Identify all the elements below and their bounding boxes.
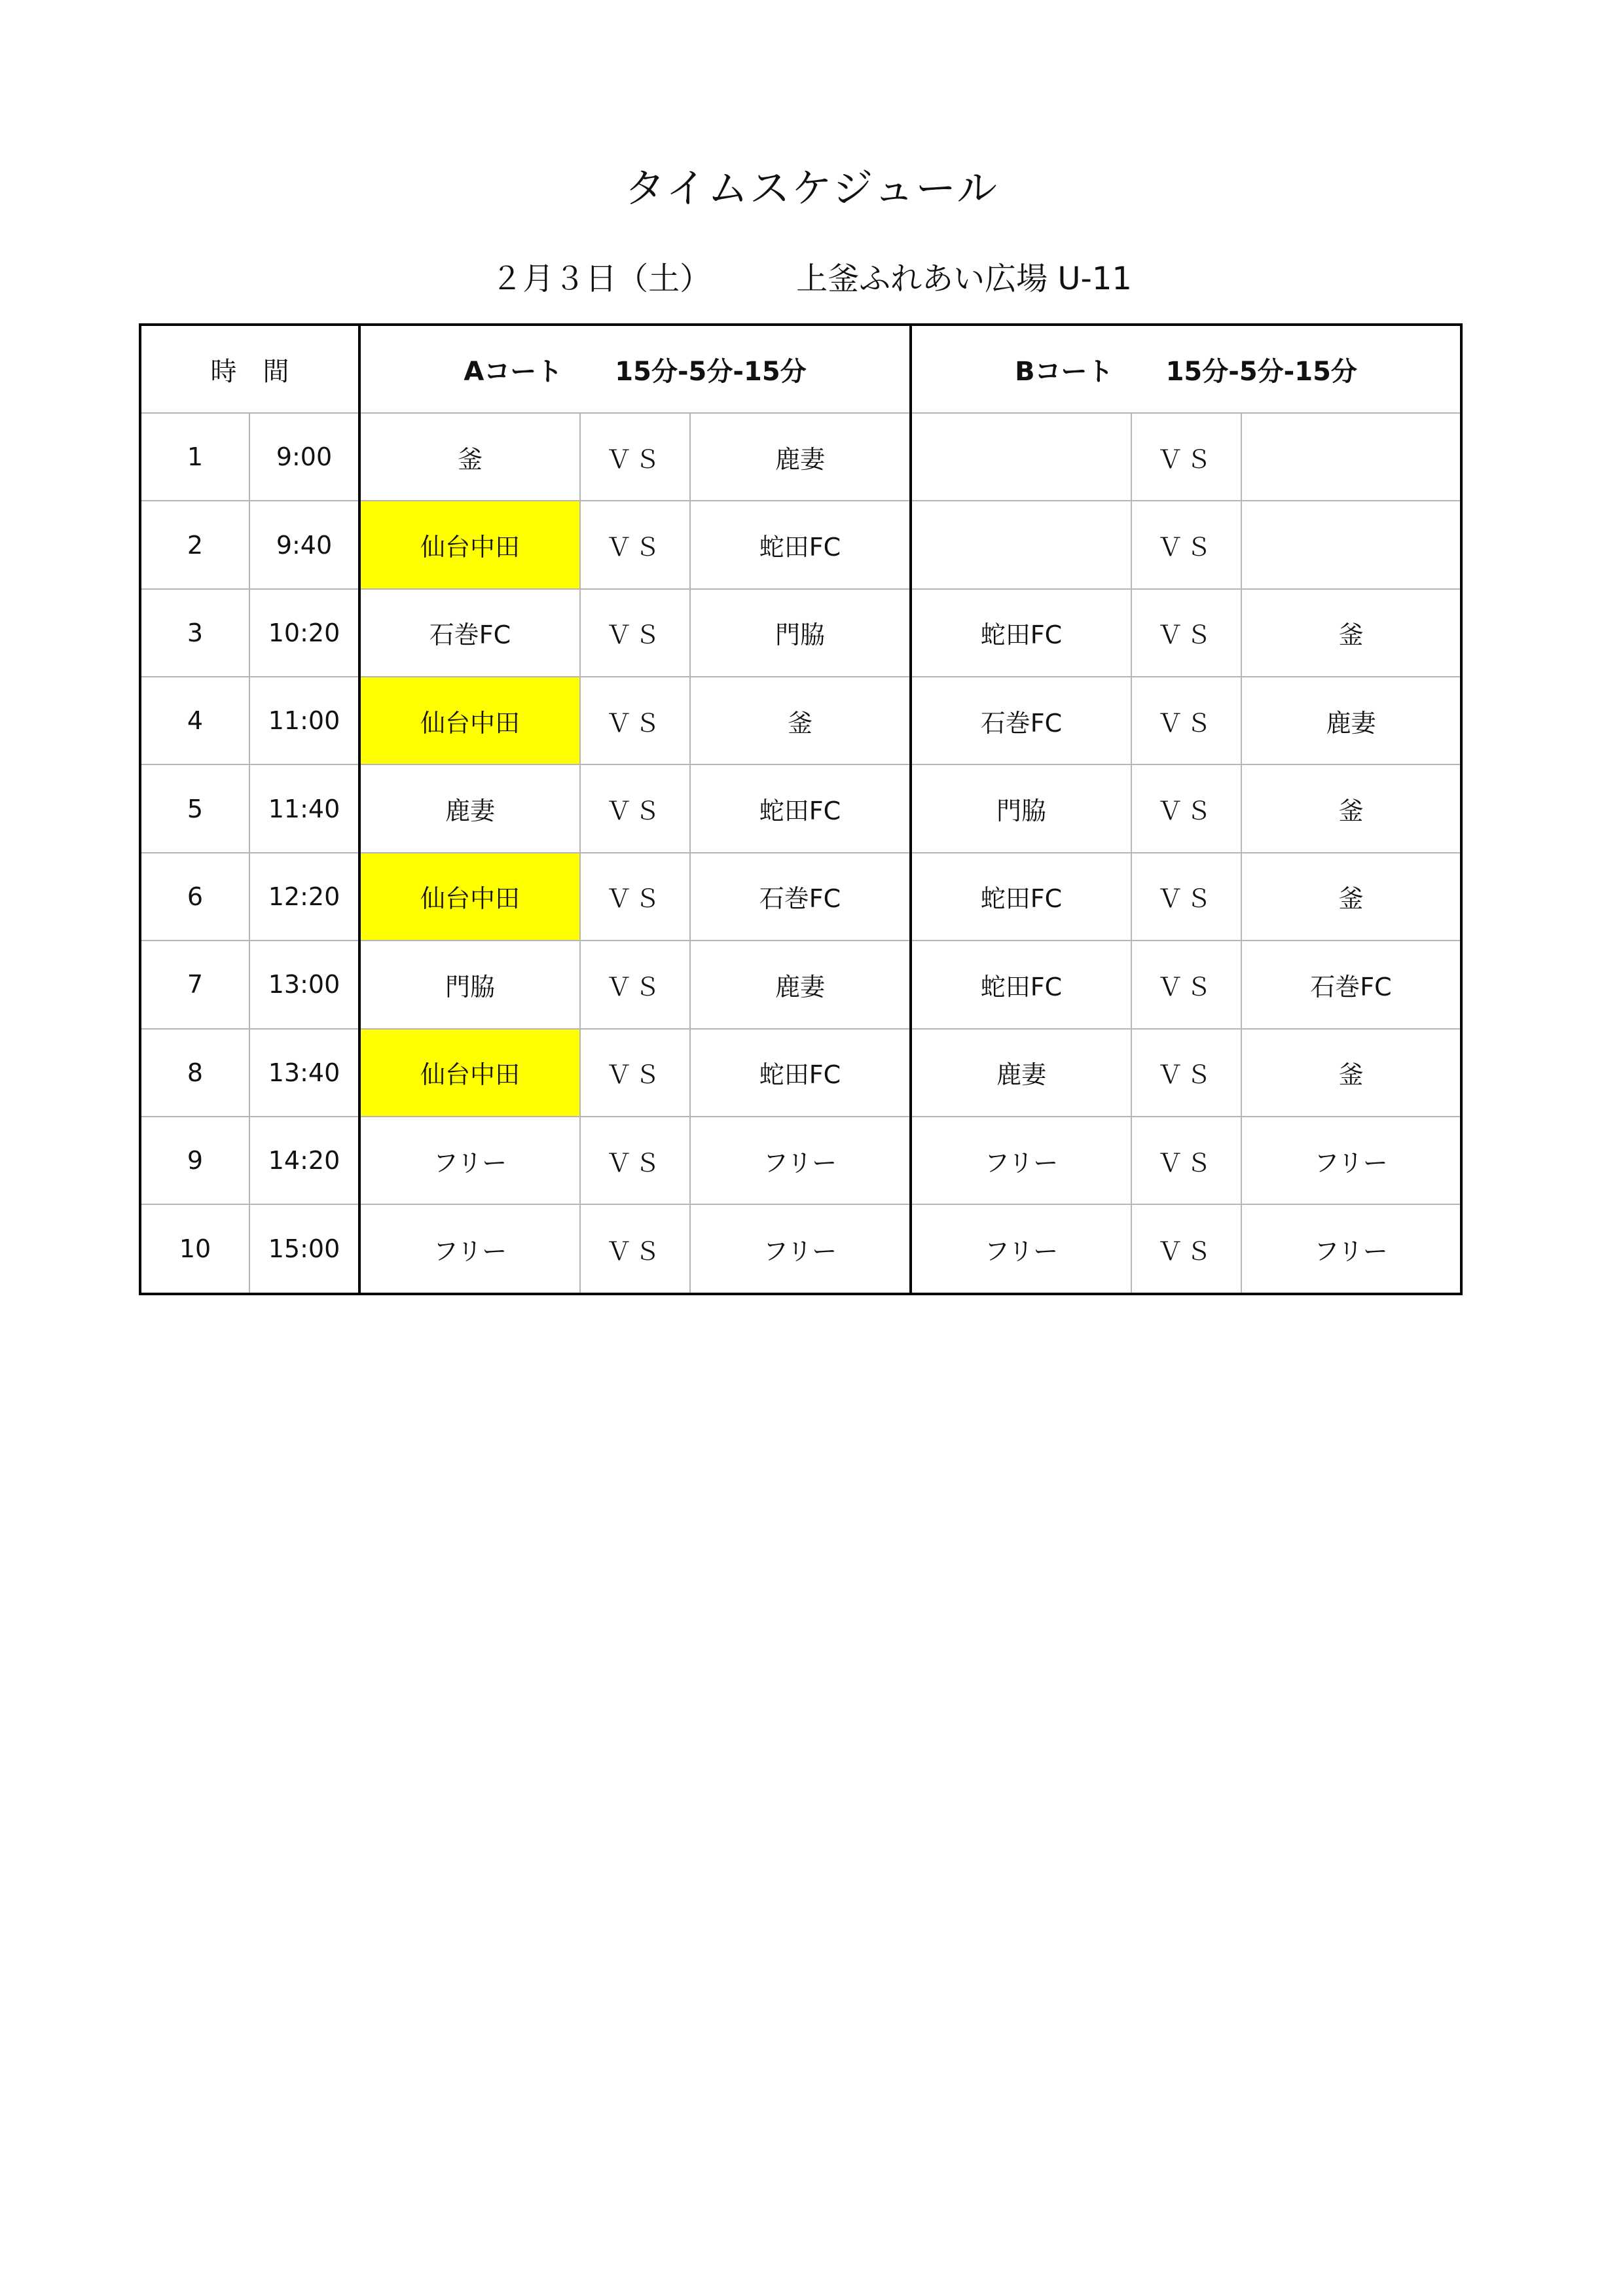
court-b-header bbox=[911, 325, 1461, 413]
table-row bbox=[140, 677, 1461, 764]
match-time-cell: 13:40 bbox=[249, 1029, 359, 1117]
table-row bbox=[140, 501, 1461, 588]
event-date: ２月３日（土） bbox=[491, 260, 712, 297]
court-a-home-team-cell: 仙台中田 bbox=[359, 501, 580, 588]
court-b-vs-cell: ＶＳ bbox=[1131, 853, 1241, 941]
court-b-home-team-cell: 蛇田FC bbox=[911, 853, 1131, 941]
match-time-cell: 13:00 bbox=[249, 941, 359, 1028]
match-time-cell: 14:20 bbox=[249, 1117, 359, 1204]
court-b-away-team-cell: 釜 bbox=[1241, 589, 1461, 677]
match-time-cell: 9:40 bbox=[249, 501, 359, 588]
court-a-away-team-cell: 鹿妻 bbox=[690, 413, 911, 501]
court-b-vs-cell: ＶＳ bbox=[1131, 1204, 1241, 1294]
court-b-away-team-cell: 釜 bbox=[1241, 764, 1461, 852]
court-a-format: 15分-5分-15分 bbox=[615, 356, 807, 387]
court-a-away-team-cell: 鹿妻 bbox=[690, 941, 911, 1028]
match-time-cell: 12:20 bbox=[249, 853, 359, 941]
court-a-home-team-cell: 釜 bbox=[359, 413, 580, 501]
court-a-away-team-cell: 石巻FC bbox=[690, 853, 911, 941]
match-time-cell: 9:00 bbox=[249, 413, 359, 501]
page-title: タイムスケジュール bbox=[624, 164, 999, 212]
court-a-away-team-cell: フリー bbox=[690, 1117, 911, 1204]
court-b-away-team-cell: フリー bbox=[1241, 1204, 1461, 1294]
match-number-cell: 5 bbox=[140, 764, 249, 852]
court-b-away-team-cell: 石巻FC bbox=[1241, 941, 1461, 1028]
match-time-cell: 10:20 bbox=[249, 589, 359, 677]
match-time-cell: 15:00 bbox=[249, 1204, 359, 1294]
court-b-label: Bコート bbox=[1015, 356, 1114, 387]
court-a-away-team-cell: 蛇田FC bbox=[690, 1029, 911, 1117]
court-a-vs-cell: ＶＳ bbox=[580, 1204, 690, 1294]
court-b-home-team-cell bbox=[911, 413, 1131, 501]
court-a-home-team-cell: フリー bbox=[359, 1204, 580, 1294]
court-b-away-team-cell bbox=[1241, 413, 1461, 501]
court-b-vs-cell: ＶＳ bbox=[1131, 677, 1241, 764]
court-a-header bbox=[359, 325, 911, 413]
match-number-cell: 7 bbox=[140, 941, 249, 1028]
court-b-away-team-cell: 釜 bbox=[1241, 1029, 1461, 1117]
court-b-home-team-cell: 門脇 bbox=[911, 764, 1131, 852]
court-a-vs-cell: ＶＳ bbox=[580, 941, 690, 1028]
court-a-vs-cell: ＶＳ bbox=[580, 501, 690, 588]
court-a-vs-cell: ＶＳ bbox=[580, 853, 690, 941]
court-b-away-team-cell: フリー bbox=[1241, 1117, 1461, 1204]
match-number-cell: 1 bbox=[140, 413, 249, 501]
court-b-away-team-cell: 鹿妻 bbox=[1241, 677, 1461, 764]
court-a-label: Aコート bbox=[464, 356, 563, 387]
table-row bbox=[140, 853, 1461, 941]
court-b-vs-cell: ＶＳ bbox=[1131, 589, 1241, 677]
court-a-home-team-cell: 仙台中田 bbox=[359, 853, 580, 941]
table-row bbox=[140, 1117, 1461, 1204]
court-a-vs-cell: ＶＳ bbox=[580, 413, 690, 501]
court-a-home-team-cell: 石巻FC bbox=[359, 589, 580, 677]
match-number-cell: 6 bbox=[140, 853, 249, 941]
match-number-cell: 4 bbox=[140, 677, 249, 764]
court-a-home-team-cell: 仙台中田 bbox=[359, 677, 580, 764]
match-number-cell: 2 bbox=[140, 501, 249, 588]
table-header-row bbox=[140, 325, 1461, 413]
court-a-home-team-cell: フリー bbox=[359, 1117, 580, 1204]
match-time-cell: 11:40 bbox=[249, 764, 359, 852]
court-a-away-team-cell: フリー bbox=[690, 1204, 911, 1294]
table-row bbox=[140, 764, 1461, 852]
table-row bbox=[140, 1029, 1461, 1117]
court-b-vs-cell: ＶＳ bbox=[1131, 413, 1241, 501]
court-a-home-team-cell: 門脇 bbox=[359, 941, 580, 1028]
court-a-vs-cell: ＶＳ bbox=[580, 1117, 690, 1204]
court-a-away-team-cell: 蛇田FC bbox=[690, 501, 911, 588]
court-a-away-team-cell: 蛇田FC bbox=[690, 764, 911, 852]
court-b-home-team-cell: 蛇田FC bbox=[911, 941, 1131, 1028]
time-header: 時 間 bbox=[140, 325, 359, 413]
match-number-cell: 10 bbox=[140, 1204, 249, 1294]
court-b-format: 15分-5分-15分 bbox=[1165, 356, 1357, 387]
court-b-vs-cell: ＶＳ bbox=[1131, 1117, 1241, 1204]
match-number-cell: 9 bbox=[140, 1117, 249, 1204]
court-b-home-team-cell: 石巻FC bbox=[911, 677, 1131, 764]
schedule-subtitle bbox=[0, 258, 1623, 300]
court-b-home-team-cell: フリー bbox=[911, 1117, 1131, 1204]
event-venue: 上釜ふれあい広場 U-11 bbox=[796, 260, 1132, 297]
court-b-home-team-cell: 鹿妻 bbox=[911, 1029, 1131, 1117]
court-b-home-team-cell: フリー bbox=[911, 1204, 1131, 1294]
court-b-home-team-cell: 蛇田FC bbox=[911, 589, 1131, 677]
court-b-home-team-cell bbox=[911, 501, 1131, 588]
table-row bbox=[140, 413, 1461, 501]
court-a-home-team-cell: 仙台中田 bbox=[359, 1029, 580, 1117]
court-b-vs-cell: ＶＳ bbox=[1131, 1029, 1241, 1117]
table-row bbox=[140, 941, 1461, 1028]
court-a-vs-cell: ＶＳ bbox=[580, 1029, 690, 1117]
schedule-table bbox=[139, 323, 1463, 1295]
table-row bbox=[140, 1204, 1461, 1294]
match-number-cell: 3 bbox=[140, 589, 249, 677]
court-a-vs-cell: ＶＳ bbox=[580, 764, 690, 852]
court-a-away-team-cell: 門脇 bbox=[690, 589, 911, 677]
court-b-vs-cell: ＶＳ bbox=[1131, 941, 1241, 1028]
match-number-cell: 8 bbox=[140, 1029, 249, 1117]
match-time-cell: 11:00 bbox=[249, 677, 359, 764]
court-b-vs-cell: ＶＳ bbox=[1131, 764, 1241, 852]
court-b-away-team-cell: 釜 bbox=[1241, 853, 1461, 941]
court-a-home-team-cell: 鹿妻 bbox=[359, 764, 580, 852]
court-b-vs-cell: ＶＳ bbox=[1131, 501, 1241, 588]
court-a-away-team-cell: 釜 bbox=[690, 677, 911, 764]
court-a-vs-cell: ＶＳ bbox=[580, 589, 690, 677]
court-b-away-team-cell bbox=[1241, 501, 1461, 588]
table-row bbox=[140, 589, 1461, 677]
schedule-body bbox=[140, 413, 1461, 1294]
court-a-vs-cell: ＶＳ bbox=[580, 677, 690, 764]
